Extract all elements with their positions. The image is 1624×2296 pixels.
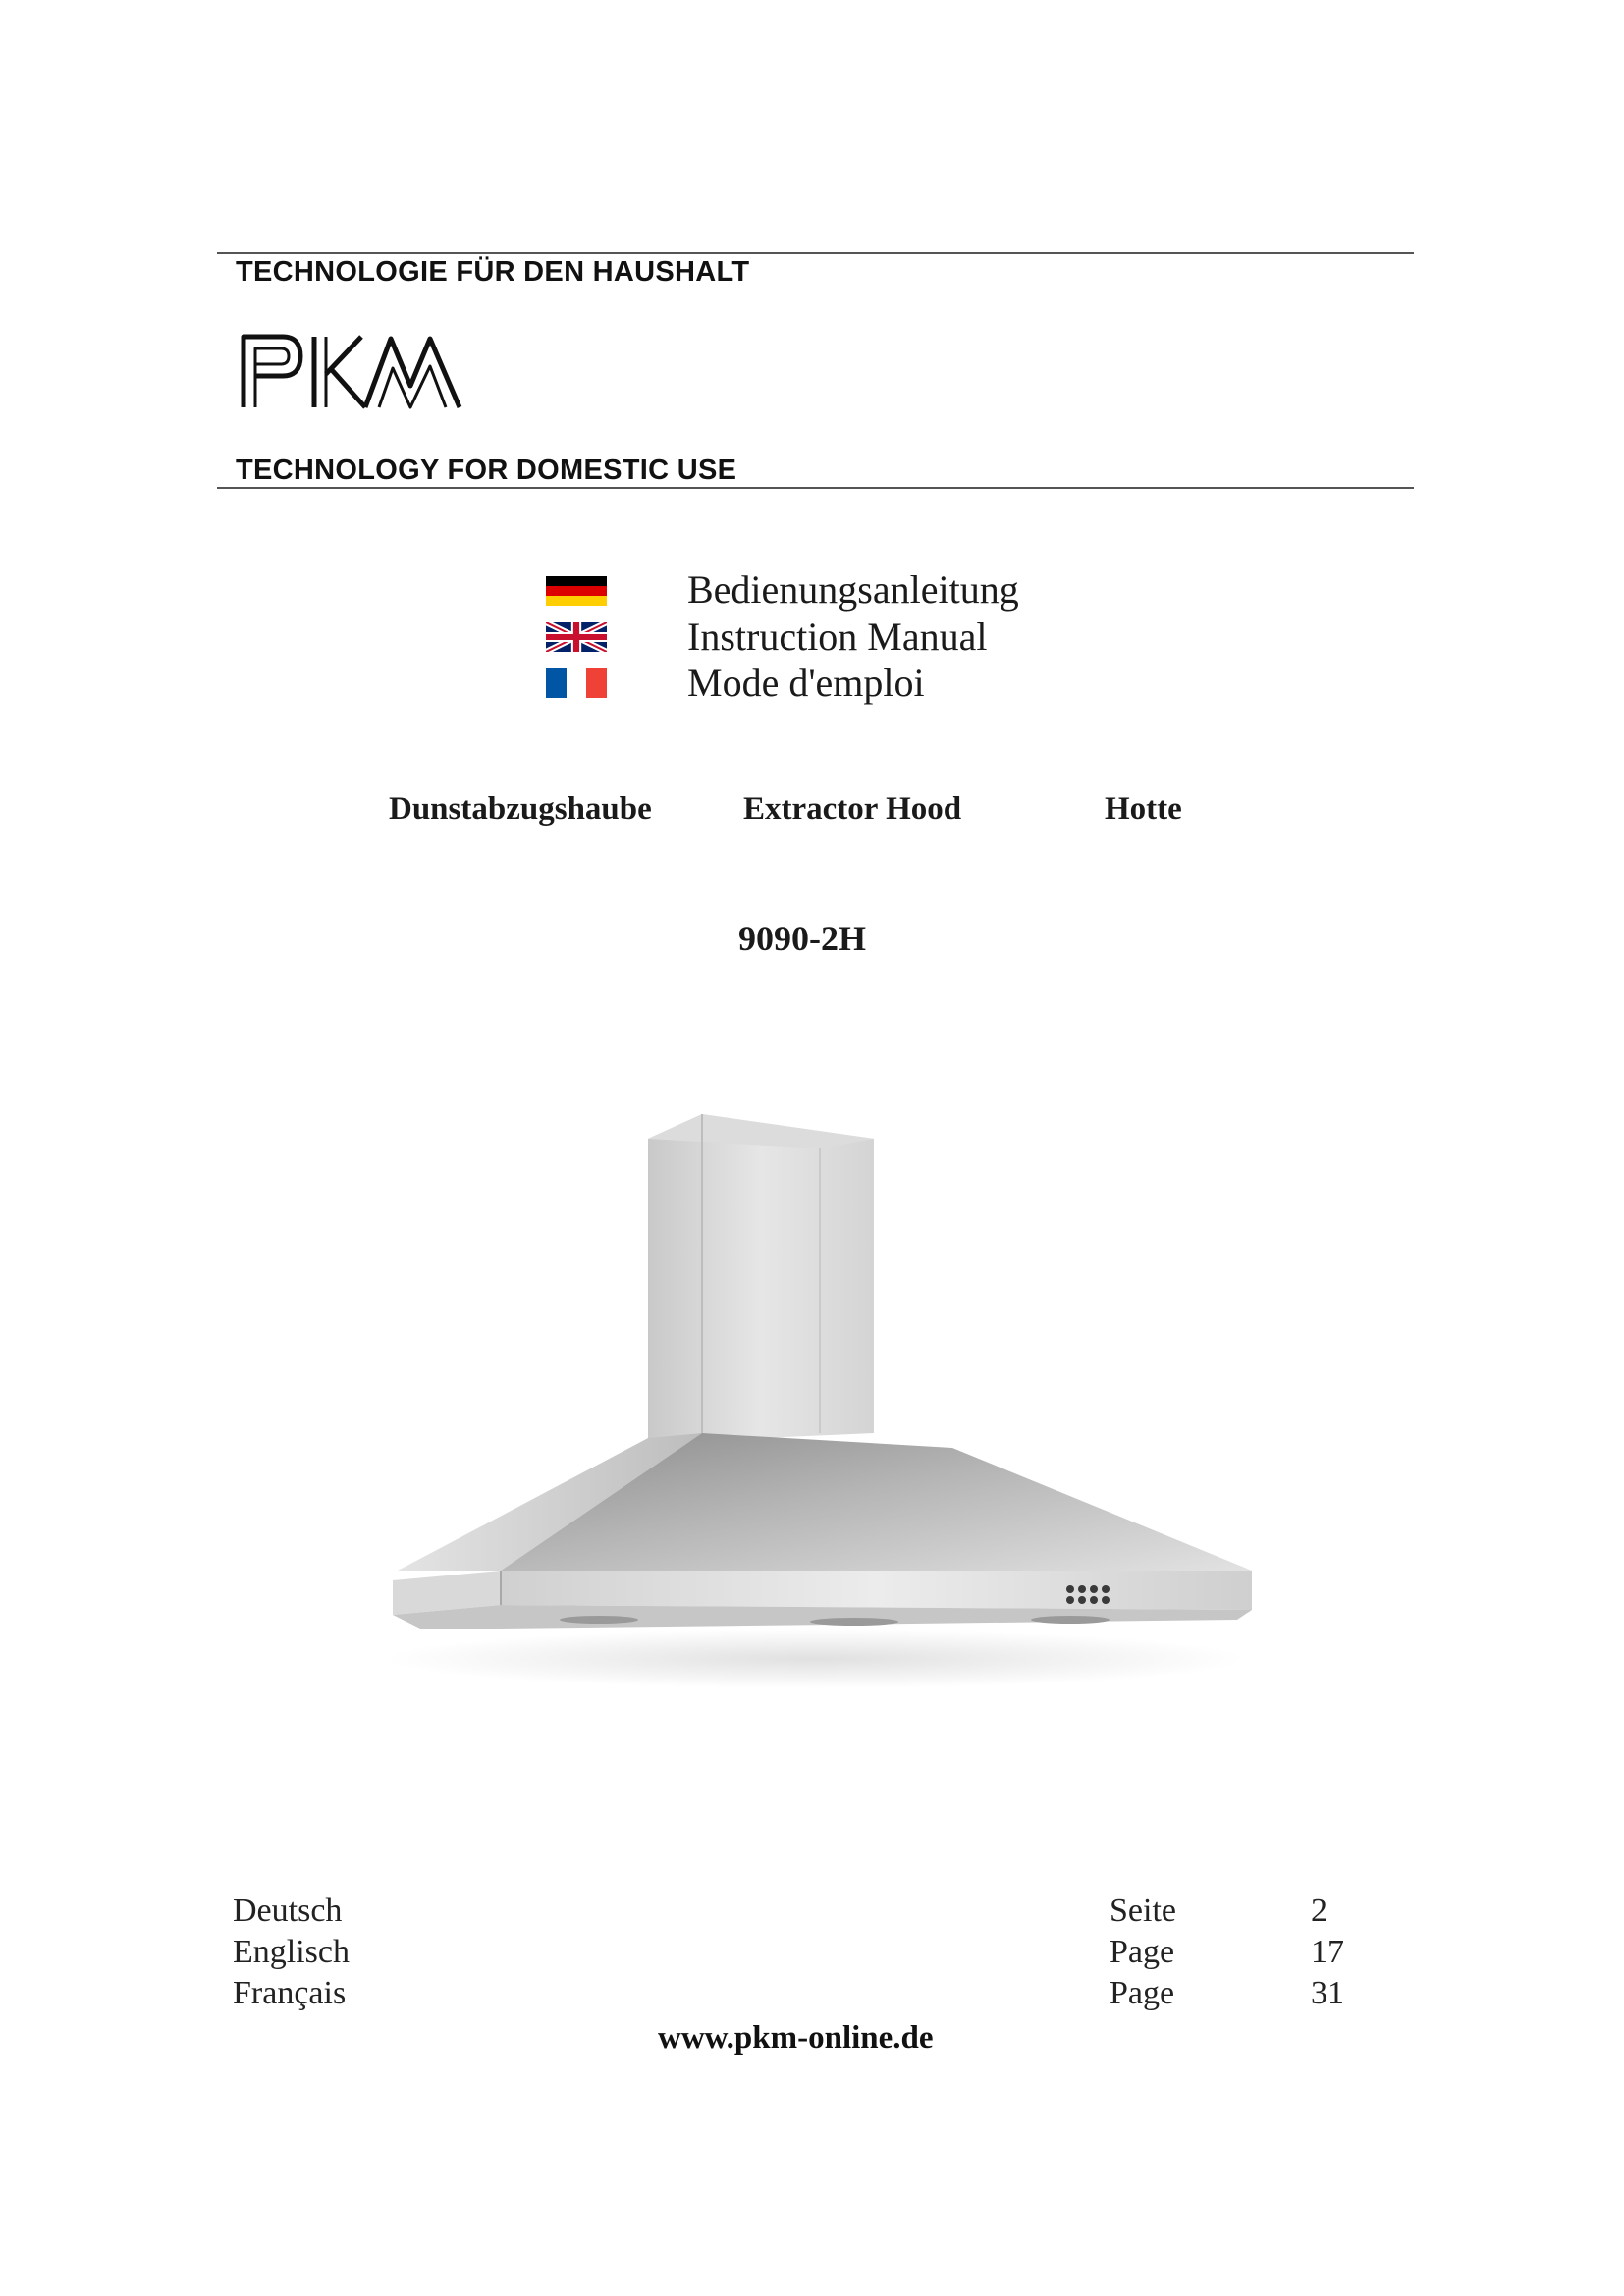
extractor-hood-image [363, 1109, 1267, 1698]
tagline-german: TECHNOLOGIE FÜR DEN HAUSHALT [236, 256, 750, 288]
toc-page-label: Page [1110, 1934, 1175, 1970]
bottom-rule [217, 487, 1414, 489]
germany-flag-stripe-black [546, 576, 607, 586]
top-rule [217, 252, 1414, 254]
model-number: 9090-2H [738, 919, 866, 958]
france-flag-stripe-white [567, 668, 587, 698]
manual-title-french: Mode d'emploi [687, 661, 925, 705]
manual-title-english: Instruction Manual [687, 614, 988, 659]
manual-title-german: Bedienungsanleitung [687, 567, 1019, 612]
toc-page-label: Seite [1110, 1893, 1176, 1929]
toc-language: Englisch [233, 1934, 350, 1970]
uk-flag-icon [546, 622, 607, 652]
toc-page-label: Page [1110, 1975, 1175, 2011]
website-link[interactable]: www.pkm-online.de [658, 2020, 934, 2056]
france-flag-stripe-red [586, 668, 607, 698]
toc-language: Deutsch [233, 1893, 343, 1929]
tagline-english: TECHNOLOGY FOR DOMESTIC USE [236, 454, 737, 486]
toc-language: Français [233, 1975, 347, 2011]
product-name-french: Hotte [1105, 791, 1182, 827]
toc-page-number: 2 [1311, 1893, 1327, 1929]
toc-row-deutsch [233, 1893, 1352, 1932]
pkm-logo [236, 327, 471, 415]
toc-page-number: 31 [1311, 1975, 1344, 2011]
toc-row-francais [233, 1975, 1352, 2014]
germany-flag-stripe-gold [546, 596, 607, 606]
germany-flag-stripe-red [546, 586, 607, 596]
germany-flag-icon [546, 576, 607, 606]
france-flag-stripe-blue [546, 668, 567, 698]
france-flag-icon [546, 668, 607, 698]
toc-row-englisch [233, 1934, 1352, 1973]
product-name-german: Dunstabzugshaube [389, 791, 652, 827]
toc-page-number: 17 [1311, 1934, 1344, 1970]
product-name-english: Extractor Hood [743, 791, 962, 827]
